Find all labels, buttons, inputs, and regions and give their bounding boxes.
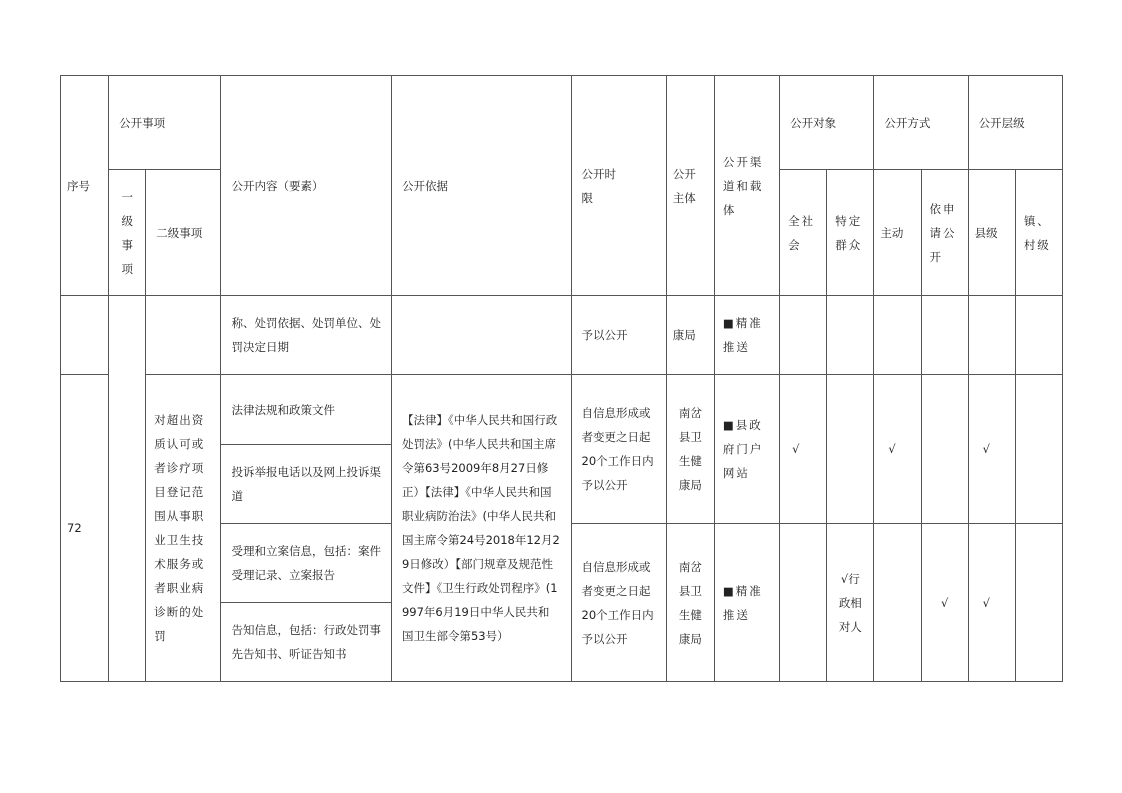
group1-method-apply: √ — [921, 524, 968, 682]
header-object-group: 公开对象 — [780, 76, 874, 170]
cont-basis — [391, 296, 571, 375]
header-object-specific: 特定群众 — [827, 170, 874, 296]
header-level1: 一级事项 — [109, 170, 146, 296]
header-subject: 公开主体 — [666, 76, 714, 296]
cont-channel: ■精准推送 — [714, 296, 779, 375]
header-level-town: 镇、村级 — [1015, 170, 1062, 296]
group1-object-all — [780, 524, 827, 682]
group1-method-active — [874, 524, 921, 682]
group0-time-limit: 自信息形成或者变更之日起20个工作日内予以公开 — [571, 375, 666, 524]
cont-content: 称、处罚依据、处罚单位、处罚决定日期 — [221, 296, 392, 375]
header-method-apply: 依申请公开 — [921, 170, 968, 296]
cont-level-county — [968, 296, 1015, 375]
header-channel: 公开渠道和载体 — [714, 76, 779, 296]
group0-channel: ■县政府门户网站 — [714, 375, 779, 524]
item72-content-3: 告知信息，包括：行政处罚事先告知书、听证告知书 — [221, 603, 392, 682]
group0-method-apply — [921, 375, 968, 524]
cont-level2 — [146, 296, 221, 375]
item72-content-0: 法律法规和政策文件 — [221, 375, 392, 445]
header-method-group: 公开方式 — [874, 76, 968, 170]
group0-method-active: √ — [874, 375, 921, 524]
cont-time-limit: 予以公开 — [571, 296, 666, 375]
level1-cell — [109, 296, 146, 682]
group1-subject: 南岔县卫生健康局 — [666, 524, 714, 682]
group0-subject: 南岔县卫生健康局 — [666, 375, 714, 524]
cont-method-apply — [921, 296, 968, 375]
header-time-limit: 公开时限 — [571, 76, 666, 296]
cont-object-specific — [827, 296, 874, 375]
header-level2: 二级事项 — [146, 170, 221, 296]
disclosure-table — [60, 75, 1063, 682]
group1-level-county: √ — [968, 524, 1015, 682]
header-content: 公开内容（要素） — [221, 76, 392, 296]
group0-level-town — [1015, 375, 1062, 524]
header-level-group: 公开层级 — [968, 76, 1062, 170]
cont-subject: 康局 — [666, 296, 714, 375]
header-method-active: 主动 — [874, 170, 921, 296]
item72-content-2: 受理和立案信息，包括：案件受理记录、立案报告 — [221, 524, 392, 603]
item72-basis: 【法律】《中华人民共和国行政处罚法》(中华人民共和国主席令第63号2009年8月27日修正）【法律】《中华人民共和国职业病防治法》(中华人民共和国主席令第24号2018年12月29日修改）【部门规章及规范性文件】《卫生行政处罚程序》(1997年6月19日中华人民共和国卫生部令第53号） — [391, 375, 571, 682]
group1-level-town — [1015, 524, 1062, 682]
header-level-county: 县级 — [968, 170, 1015, 296]
group1-object-specific: √行政相对人 — [827, 524, 874, 682]
cont-level-town — [1015, 296, 1062, 375]
header-basis: 公开依据 — [391, 76, 571, 296]
header-item-group: 公开事项 — [109, 76, 221, 170]
group0-object-specific — [827, 375, 874, 524]
cont-method-active — [874, 296, 921, 375]
item72-seq: 72 — [61, 375, 109, 682]
group1-channel: ■精准推送 — [714, 524, 779, 682]
item72-level2: 对超出资质认可或者诊疗项目登记范围从事职业卫生技术服务或者职业病诊断的处罚 — [146, 375, 221, 682]
cont-seq — [61, 296, 109, 375]
cont-object-all — [780, 296, 827, 375]
item72-content-1: 投诉举报电话以及网上投诉渠道 — [221, 445, 392, 524]
group0-level-county: √ — [968, 375, 1015, 524]
header-object-all: 全社会 — [780, 170, 827, 296]
group0-object-all: √ — [780, 375, 827, 524]
group1-time-limit: 自信息形成或者变更之日起20个工作日内予以公开 — [571, 524, 666, 682]
header-seq: 序号 — [61, 76, 109, 296]
